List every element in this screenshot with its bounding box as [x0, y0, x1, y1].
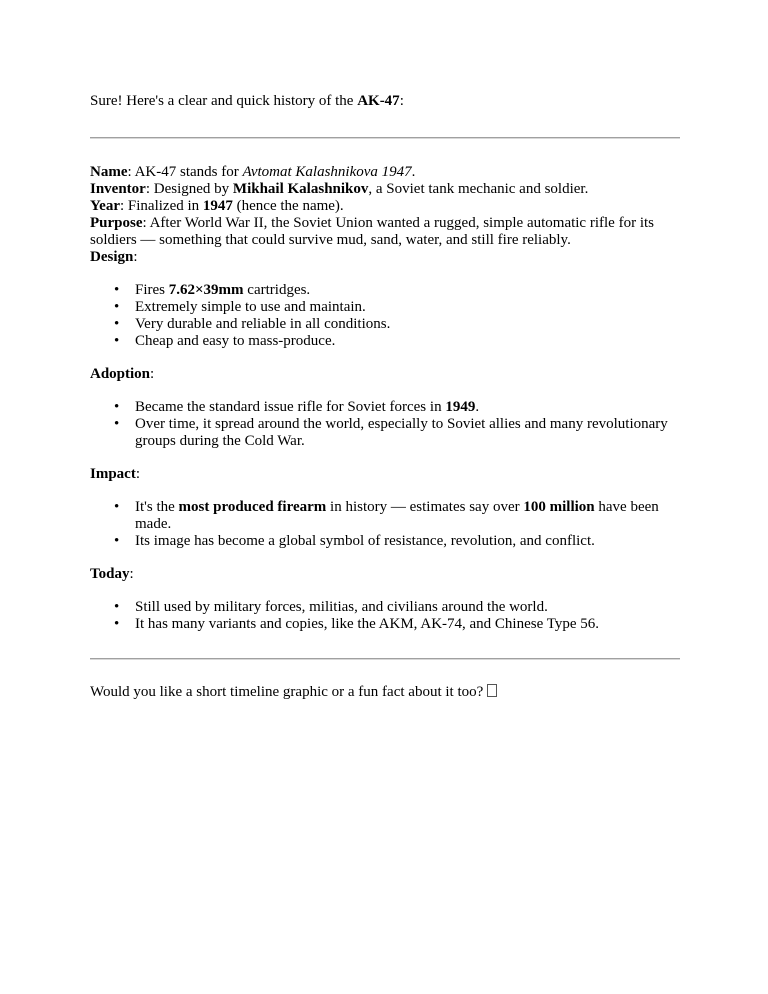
fact-name: Name: AK-47 stands for Avtomat Kalashnikova 1947. — [90, 164, 416, 180]
list-item: • Extremely simple to use and maintain. — [135, 299, 680, 316]
list-item: • Fires 7.62×39mm cartridges. — [135, 282, 680, 299]
fact-inventor: Inventor: Designed by Mikhail Kalashnikov, a Soviet tank mechanic and soldier. — [90, 181, 589, 197]
impact-heading: Impact: — [90, 466, 140, 482]
list-item: • It's the most produced firearm in history — estimates say over 100 million have been made. — [135, 499, 680, 533]
list-item: • Cheap and easy to mass-produce. — [135, 333, 680, 350]
list-item: • Very durable and reliable in all conditions. — [135, 316, 680, 333]
list-item: • Its image has become a global symbol of resistance, revolution, and conflict. — [135, 533, 680, 550]
impact-list — [90, 499, 680, 550]
intro-bold-ak47: AK-47 — [357, 93, 400, 109]
fact-purpose: Purpose: After World War II, the Soviet Union wanted a rugged, simple automatic rifle for its soldiers — something that could survive mud, sand, water, and still fire reliably. — [90, 215, 654, 248]
divider-bottom — [90, 658, 680, 660]
design-list — [90, 282, 680, 350]
closing-paragraph: Would you like a short timeline graphic or a fun fact about it too? — [90, 684, 680, 701]
facts-block — [90, 164, 680, 266]
today-heading: Today: — [90, 566, 134, 582]
document-page — [90, 93, 680, 701]
intro-paragraph: Sure! Here's a clear and quick history of the AK-47: — [90, 93, 404, 109]
list-item: • Over time, it spread around the world, especially to Soviet allies and many revolutionary groups during the Cold War. — [135, 416, 680, 450]
fact-year: Year: Finalized in 1947 (hence the name). — [90, 198, 344, 214]
design-heading: Design: — [90, 249, 138, 265]
missing-glyph-box-icon — [487, 684, 497, 697]
adoption-heading: Adoption: — [90, 366, 155, 382]
today-list — [90, 599, 680, 633]
list-item: • It has many variants and copies, like the AKM, AK-74, and Chinese Type 56. — [135, 616, 680, 633]
divider-top — [90, 137, 680, 139]
adoption-list — [90, 399, 680, 450]
list-item: • Became the standard issue rifle for Soviet forces in 1949. — [135, 399, 680, 416]
list-item: • Still used by military forces, militias, and civilians around the world. — [135, 599, 680, 616]
